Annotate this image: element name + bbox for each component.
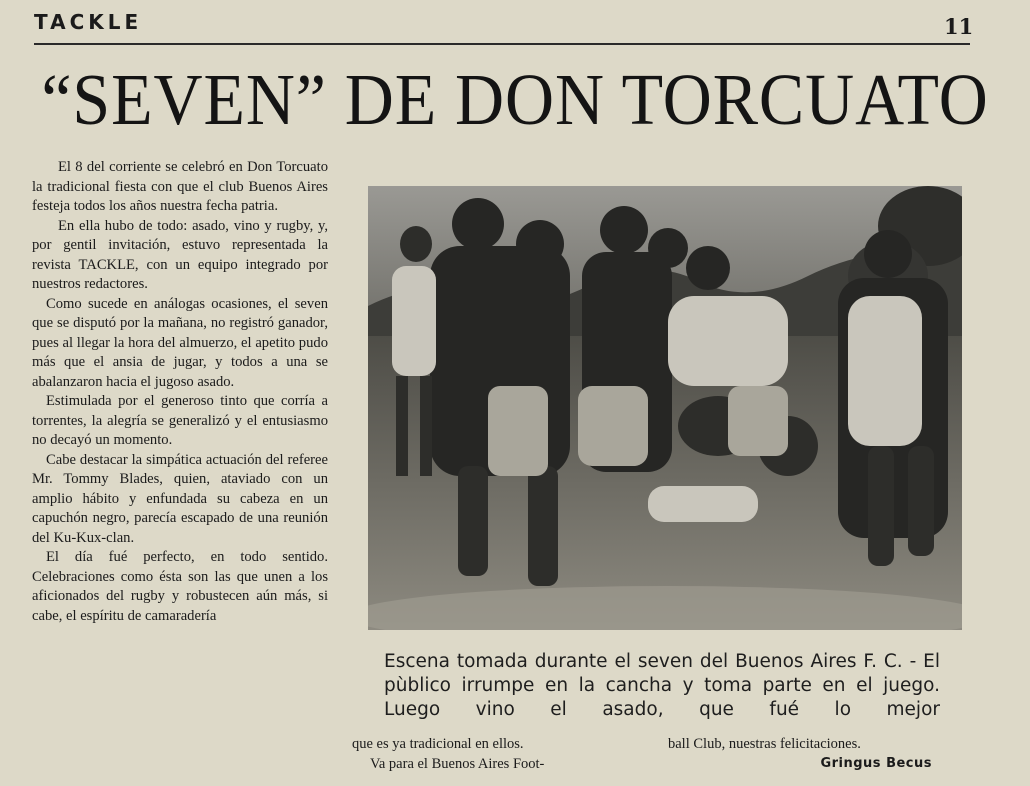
paragraph-6: El día fué perfecto, en todo sentido. Celebraciones como ésta son las que unen a los aficionados del rugby y robustecen aún más, si cabe, el espíritu de camaradería (32, 549, 328, 624)
continuation-line-3: ball Club, nuestras felicitaciones. (668, 736, 861, 752)
article-continuation-right (668, 734, 968, 774)
paragraph-5: Cabe destacar la simpática actuación del referee Mr. Tommy Blades, quien, ataviado con un amplio hábito y enfundada su cabeza en un capuchón negro, parecía escapado de una reunión del Ku-Kux-clan. (32, 451, 328, 546)
article-continuation-left (352, 734, 642, 774)
photo-illustration (368, 186, 962, 630)
article-headline: “SEVEN” DE DON TORCUATO (41, 59, 989, 140)
running-head: TACKLE (34, 10, 143, 34)
page-number: 11 (944, 14, 974, 39)
continuation-line-2: Va para el Buenos Aires Foot- (370, 756, 545, 772)
paragraph-2: En ella hubo de todo: asado, vino y rugby, y, por gentil invitación, estuvo representada la revista TACKLE, con un equipo integrado por nuestros redactores. (32, 217, 328, 292)
paragraph-4: Estimulada por el generoso tinto que corría a torrentes, la alegría se generalizó y el entusiasmo no decayó un momento. (32, 393, 328, 448)
author-signature: Gringus Becus (820, 756, 932, 771)
header-rule (34, 43, 970, 45)
photo-caption: Escena tomada durante el seven del Buenos Aires F. C. - El pùblico irrumpe en la cancha y toma parte en el juego. Luego vino el asado, que fué lo mejor (384, 651, 940, 720)
paragraph-3: Como sucede en análogas ocasiones, el seven que se disputó por la mañana, no registró ganador, pues al llegar la hora del almuerzo, el apetito pudo más que el ansia de jugar, y todos a una se abalanzaron hacia el jugoso asado. (32, 295, 328, 390)
article-body-column (32, 158, 328, 626)
continuation-line-1: que es ya tradicional en ellos. (352, 736, 524, 752)
paragraph-1: El 8 del corriente se celebró en Don Torcuato la tradicional fiesta con que el club Buenos Aires festeja todos los años nuestra fecha patria. (32, 159, 328, 214)
rugby-scene-photo (368, 186, 962, 630)
